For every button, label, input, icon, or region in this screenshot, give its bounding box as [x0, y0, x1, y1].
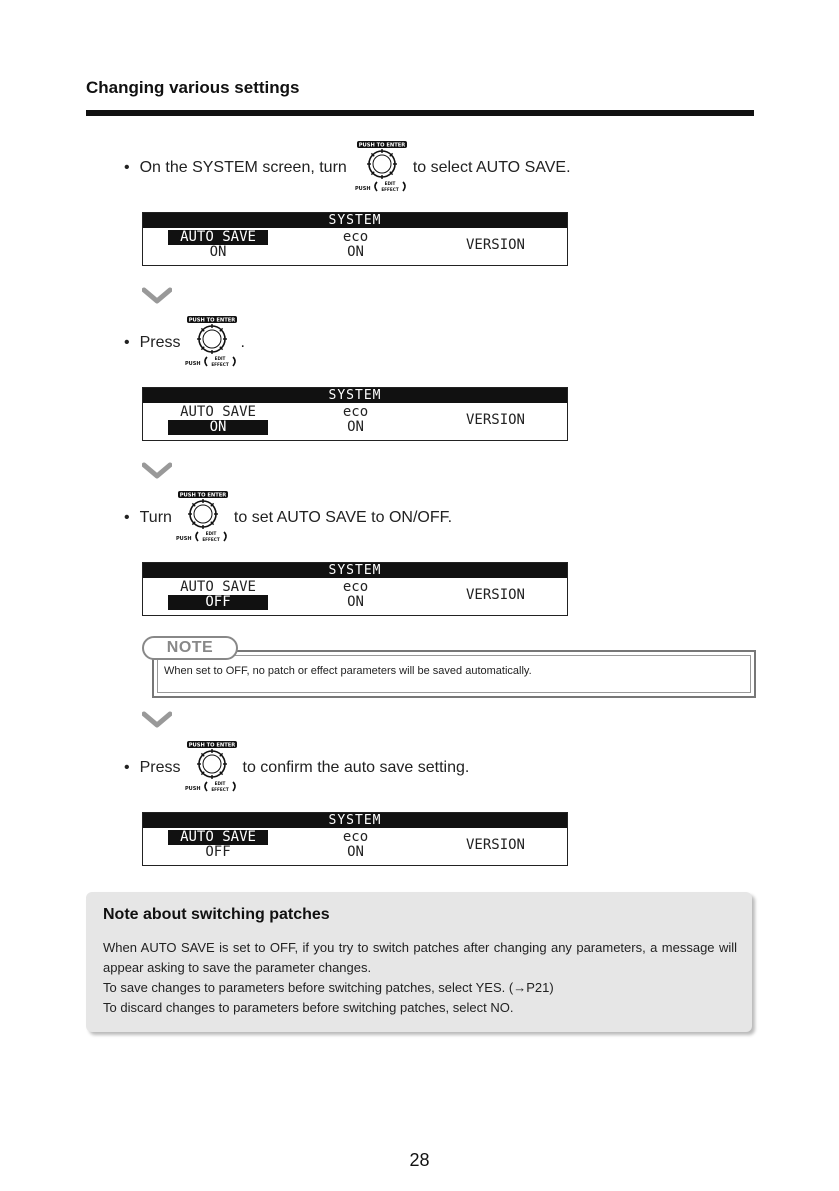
- auto-save-label: AUTO SAVE: [180, 579, 256, 595]
- eco-label: eco: [342, 229, 369, 245]
- eco-value: ON: [347, 419, 364, 435]
- lcd-header: SYSTEM: [143, 388, 567, 403]
- eco-label: eco: [342, 829, 369, 845]
- knob-push-label: PUSH: [175, 536, 192, 542]
- version-label: VERSION: [465, 237, 525, 253]
- panel-paragraph-3: To discard changes to parameters before switching patches, select NO.: [103, 1000, 514, 1015]
- lcd-screen-1: [142, 212, 568, 266]
- auto-save-value: OFF: [205, 844, 231, 860]
- chevron-down-icon: [142, 287, 172, 305]
- knob-push-label: PUSH: [184, 786, 201, 792]
- panel-title: Note about switching patches: [103, 906, 330, 923]
- knob-effect-label: EFFECT: [210, 362, 229, 367]
- section-title: Changing various settings: [86, 78, 300, 97]
- step-1: [124, 140, 571, 196]
- encoder-knob-icon: [183, 740, 241, 796]
- title-rule: [86, 110, 754, 116]
- knob-top-label: PUSH TO ENTER: [188, 317, 235, 324]
- lcd-screen-4: [142, 812, 568, 866]
- note-tag: NOTE: [142, 636, 238, 660]
- knob-effect-label: EFFECT: [381, 187, 399, 192]
- lcd-header: SYSTEM: [143, 813, 567, 828]
- knob-top-label: PUSH TO ENTER: [188, 742, 235, 749]
- page-number: 28: [409, 1150, 430, 1170]
- lcd-screen-2: [142, 387, 568, 441]
- knob-push-label: PUSH: [354, 186, 371, 192]
- bullet: •: [124, 509, 130, 526]
- eco-value: ON: [347, 244, 364, 260]
- step-2-text-after: .: [240, 334, 245, 351]
- eco-value: ON: [347, 844, 364, 860]
- step-1-text-before: On the SYSTEM screen, turn: [139, 159, 347, 176]
- knob-effect-label: EFFECT: [210, 787, 229, 792]
- panel-paragraph-2: To save changes to parameters before switching patches, select YES. (→P21): [103, 980, 554, 995]
- auto-save-value: ON: [168, 420, 268, 435]
- knob-edit-label: EDIT: [214, 781, 225, 786]
- step-2-text-before: Press: [139, 334, 181, 351]
- lcd-header: SYSTEM: [143, 213, 567, 228]
- step-3-text-after: to set AUTO SAVE to ON/OFF.: [233, 509, 453, 526]
- encoder-knob-icon: [174, 490, 232, 546]
- step-4: [124, 740, 469, 796]
- knob-top-label: PUSH TO ENTER: [179, 492, 227, 499]
- version-label: VERSION: [465, 587, 525, 603]
- knob-edit-label: EDIT: [214, 356, 225, 361]
- encoder-knob-icon: [353, 140, 411, 196]
- knob-top-label: PUSH TO ENTER: [358, 142, 406, 149]
- bullet: •: [124, 159, 130, 176]
- step-2: [124, 315, 245, 371]
- version-label: VERSION: [465, 412, 525, 428]
- version-label: VERSION: [465, 837, 525, 853]
- auto-save-label: AUTO SAVE: [168, 230, 268, 245]
- eco-label: eco: [342, 579, 369, 595]
- step-3-text-before: Turn: [139, 509, 172, 526]
- encoder-knob-icon: [183, 315, 241, 371]
- auto-save-value: OFF: [168, 595, 268, 610]
- auto-save-value: ON: [209, 244, 227, 260]
- lcd-header: SYSTEM: [143, 563, 567, 578]
- eco-label: eco: [342, 404, 369, 420]
- note-text: When set to OFF, no patch or effect parameters will be saved automatically.: [164, 665, 532, 677]
- auto-save-label: AUTO SAVE: [180, 404, 256, 420]
- step-4-text-after: to confirm the auto save setting.: [242, 759, 470, 776]
- step-3: [124, 490, 452, 546]
- chevron-down-icon: [142, 462, 172, 480]
- lcd-screen-3: [142, 562, 568, 616]
- panel-paragraph-1: When AUTO SAVE is set to OFF, if you try to switch patches after changing any parameters, a message will appear asking to save the parameter changes.: [103, 940, 737, 975]
- knob-edit-label: EDIT: [384, 181, 396, 186]
- eco-value: ON: [347, 594, 364, 610]
- knob-effect-label: EFFECT: [202, 537, 220, 542]
- knob-edit-label: EDIT: [205, 531, 217, 536]
- knob-push-label: PUSH: [184, 361, 201, 367]
- bullet: •: [124, 334, 130, 351]
- step-1-text-after: to select AUTO SAVE.: [412, 159, 571, 176]
- chevron-down-icon: [142, 711, 172, 729]
- auto-save-label: AUTO SAVE: [168, 830, 268, 845]
- step-4-text-before: Press: [139, 759, 181, 776]
- bullet: •: [124, 759, 130, 776]
